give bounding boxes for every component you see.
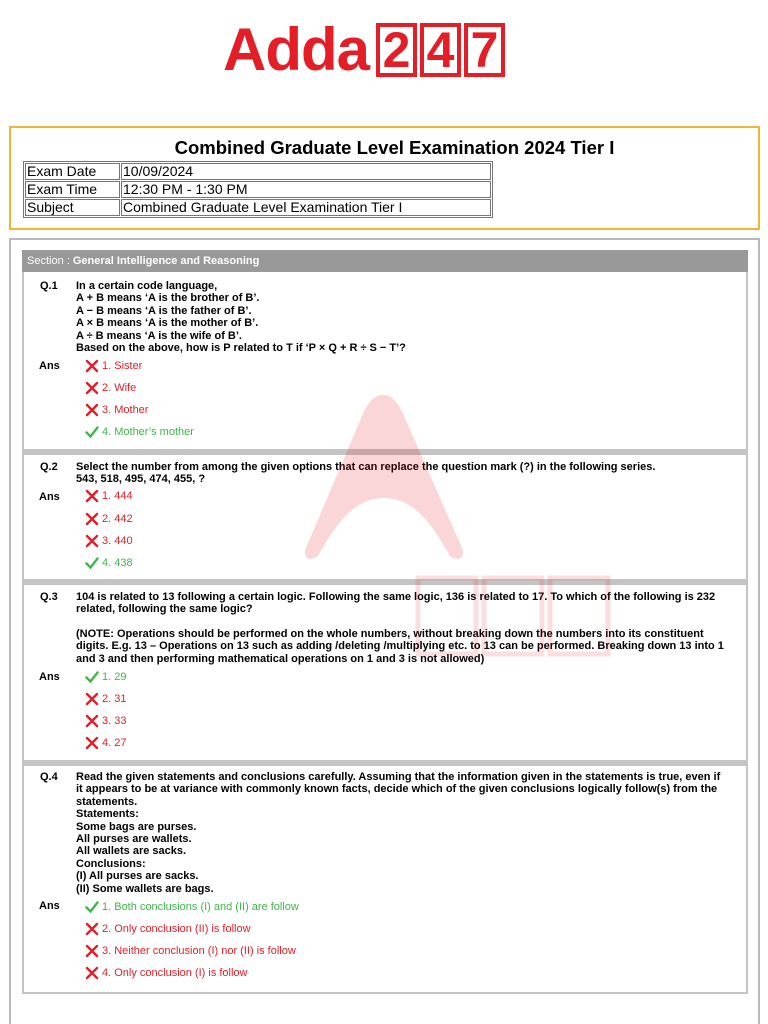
cross-icon	[85, 736, 99, 750]
logo-digits	[373, 23, 505, 77]
option-text: 1. 29	[102, 671, 127, 683]
answer-label: Ans	[39, 360, 60, 372]
option-text: 2. Wife	[102, 382, 137, 394]
section-header	[22, 250, 748, 272]
question-line: Statements:	[76, 808, 139, 821]
logo-digit: 2	[376, 23, 417, 77]
question-line: Some bags are purses.	[76, 820, 197, 833]
option-text: 4. Mother’s mother	[102, 426, 194, 438]
cross-icon	[85, 922, 99, 936]
checkmark-icon	[85, 425, 99, 439]
exam-time-value: 12:30 PM - 1:30 PM	[121, 181, 491, 198]
adda247-logo	[223, 18, 505, 82]
checkmark-icon	[85, 900, 99, 914]
option-text: 4. Only conclusion (I) is follow	[102, 967, 248, 979]
answer-label: Ans	[39, 900, 60, 912]
cross-icon	[85, 403, 99, 417]
cross-icon	[85, 534, 99, 548]
question-text	[76, 280, 746, 354]
option-item	[85, 381, 136, 395]
exam-time-label: Exam Time	[25, 181, 120, 198]
question-line: it appears to be at variance with commonly known facts, decide which of the given conclusions logically follow(s) from the	[76, 783, 718, 796]
question-text	[76, 771, 746, 895]
exam-date-value: 10/09/2024	[121, 163, 491, 180]
section-name: General Intelligence and Reasoning	[72, 255, 260, 267]
option-text: 3. Mother	[102, 404, 149, 416]
question-block	[22, 585, 748, 762]
cross-icon	[85, 381, 99, 395]
option-item	[85, 736, 126, 750]
question-line: related, following the same logic?	[76, 603, 253, 616]
section-prefix: Section :	[27, 255, 70, 267]
question-line: All wallets are sacks.	[76, 845, 187, 858]
logo-digit: 4	[420, 23, 461, 77]
option-item	[85, 966, 248, 980]
question-line: A ÷ B means ‘A is the wife of B’.	[76, 329, 242, 342]
question-line: In a certain code language,	[76, 280, 218, 292]
option-text: 1. 444	[102, 490, 133, 502]
question-number: Q.2	[40, 461, 58, 473]
question-line: (NOTE: Operations should be performed on the whole numbers, without breaking down the numbers into its constituent	[76, 627, 704, 640]
option-text: 3. 440	[102, 535, 133, 547]
exam-date-label: Exam Date	[25, 163, 120, 180]
option-item	[85, 944, 296, 958]
cross-icon	[85, 359, 99, 373]
question-number: Q.3	[40, 591, 58, 603]
table-row	[25, 181, 491, 198]
option-item	[85, 489, 133, 503]
question-text	[76, 461, 746, 486]
question-line: A − B means ‘A is the father of B’.	[76, 304, 252, 317]
question-line: (I) All purses are sacks.	[76, 870, 199, 883]
question-line: 104 is related to 13 following a certain logic. Following the same logic, 136 is related to 17. To which of the following is 232	[76, 591, 716, 603]
option-text: 1. Both conclusions (I) and (II) are follow	[102, 901, 299, 913]
question-line: 543, 518, 495, 474, 455, ?	[76, 473, 206, 486]
checkmark-icon	[85, 556, 99, 570]
option-text: 3. Neither conclusion (I) nor (II) is follow	[102, 945, 296, 957]
exam-info-table	[23, 161, 493, 218]
option-item	[85, 900, 299, 914]
question-line: and 3 and then performing mathematical operations on 1 and 3 is not allowed)	[76, 652, 485, 665]
exam-info-box	[9, 126, 760, 230]
question-line: A + B means ‘A is the brother of B’.	[76, 292, 260, 305]
table-row	[25, 199, 491, 216]
option-text: 4. 438	[102, 557, 133, 569]
question-line: All purses are wallets.	[76, 833, 192, 846]
cross-icon	[85, 714, 99, 728]
option-item	[85, 512, 133, 526]
subject-value: Combined Graduate Level Examination Tier I	[121, 199, 491, 216]
option-item	[85, 692, 126, 706]
question-line: Conclusions:	[76, 857, 146, 870]
option-item	[85, 922, 251, 936]
option-item	[85, 425, 194, 439]
question-line: (II) Some wallets are bags.	[76, 882, 214, 895]
question-number: Q.4	[40, 771, 58, 783]
option-text: 2. 442	[102, 513, 133, 525]
cross-icon	[85, 692, 99, 706]
logo-digit: 7	[464, 23, 505, 77]
question-line: statements.	[76, 795, 138, 808]
option-text: 2. Only conclusion (II) is follow	[102, 923, 251, 935]
cross-icon	[85, 944, 99, 958]
question-line: Read the given statements and conclusions carefully. Assuming that the information given in the statements is true, even if	[76, 771, 721, 783]
question-line	[76, 616, 746, 628]
option-text: 1. Sister	[102, 360, 143, 372]
cross-icon	[85, 512, 99, 526]
option-item	[85, 714, 126, 728]
exam-title: Combined Graduate Level Examination 2024 Tier I	[174, 137, 615, 158]
option-text: 2. 31	[102, 693, 127, 705]
option-item	[85, 556, 133, 570]
question-number: Q.1	[40, 280, 58, 292]
option-item	[85, 359, 142, 373]
question-line: Based on the above, how is P related to T if ‘P × Q + R ÷ S − T’?	[76, 342, 406, 355]
cross-icon	[85, 966, 99, 980]
option-item	[85, 403, 148, 417]
question-line: digits. E.g. 13 – Operations on 13 such as adding /deleting /multiplying etc. to 13 can be performed. Breaking down 13 into 1	[76, 640, 724, 653]
table-row	[25, 163, 491, 180]
answer-label: Ans	[39, 491, 60, 503]
question-block	[22, 272, 748, 451]
question-line: A × B means ‘A is the mother of B’.	[76, 317, 259, 330]
checkmark-icon	[85, 670, 99, 684]
question-block	[22, 766, 748, 994]
answer-label: Ans	[39, 671, 60, 683]
option-text: 3. 33	[102, 715, 127, 727]
logo-text: Adda	[223, 16, 369, 83]
subject-label: Subject	[25, 199, 120, 216]
option-text: 4. 27	[102, 737, 127, 749]
question-line: Select the number from among the given options that can replace the question mark (?) in the following series.	[76, 461, 656, 473]
cross-icon	[85, 489, 99, 503]
option-item	[85, 670, 126, 684]
question-block	[22, 455, 748, 581]
option-item	[85, 534, 133, 548]
question-text	[76, 591, 746, 665]
